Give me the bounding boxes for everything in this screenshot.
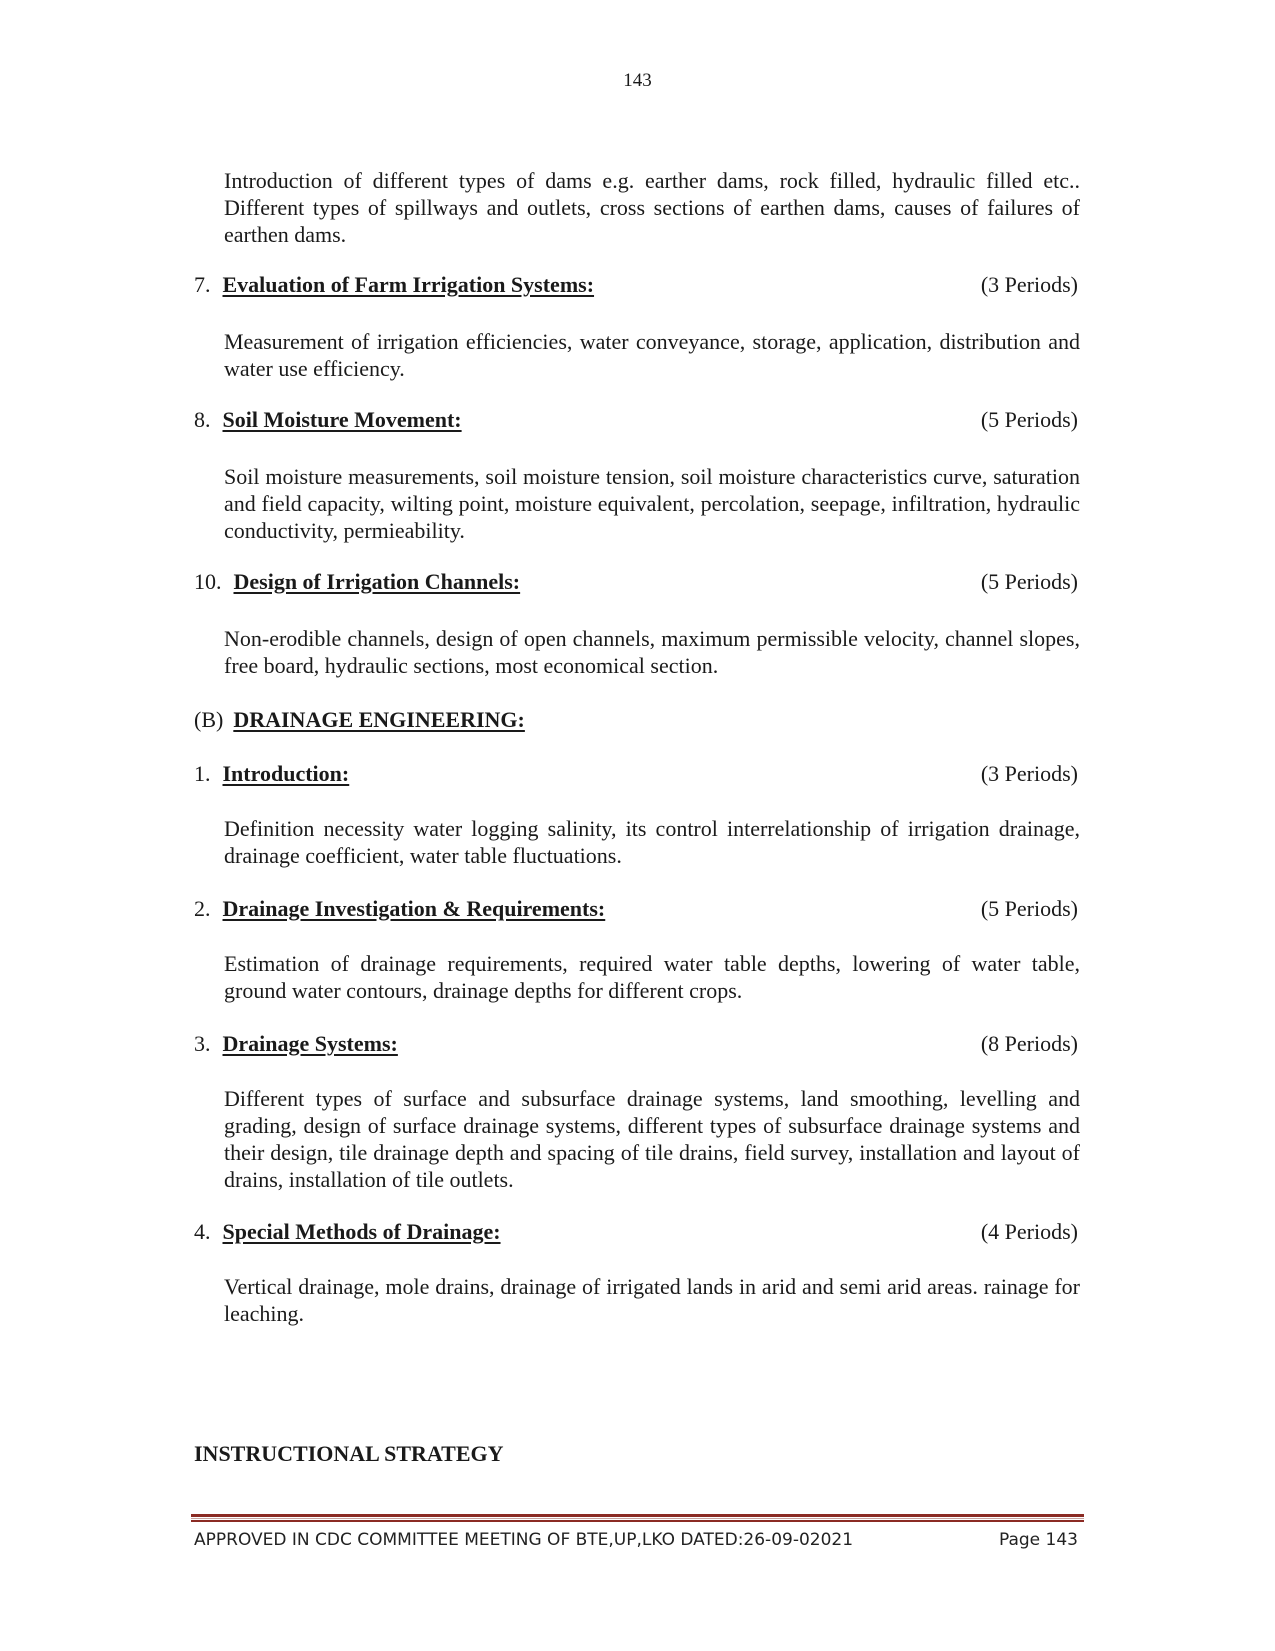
topic-title: Drainage Investigation & Requirements: — [222, 896, 606, 921]
topic-body-b2 — [224, 950, 1080, 1004]
topic-body-b3 — [224, 1085, 1080, 1193]
topic-body-text: Soil moisture measurements, soil moisture tension, soil moisture characteristics curve, saturation and field capacity, wilting point, moisture equivalent, percolation, seepage, infiltration, hydraulic conductivity, permieability. — [224, 464, 1080, 543]
topic-periods: (5 Periods) — [980, 896, 1078, 921]
topic-title: Drainage Systems: — [222, 1031, 398, 1056]
topic-title: Introduction: — [222, 761, 350, 786]
section-label: (B) — [194, 707, 224, 732]
topic-number: 3. — [194, 1031, 211, 1056]
topic-number: 4. — [194, 1219, 211, 1244]
topic-periods: (4 Periods) — [980, 1219, 1078, 1244]
topic-body-8 — [224, 463, 1080, 544]
footer — [194, 1530, 1078, 1550]
topic-heading-b4 — [194, 1218, 1078, 1245]
topic-body-text: Definition necessity water logging salinity, its control interrelationship of irrigation drainage, drainage coefficient, water table fluctuations. — [224, 816, 1080, 868]
topic-title: Special Methods of Drainage: — [222, 1219, 501, 1244]
topic-body-text: Measurement of irrigation efficiencies, water conveyance, storage, application, distribution and water use efficiency. — [224, 329, 1080, 381]
topic-heading-10 — [194, 568, 1078, 595]
topic-periods: (5 Periods) — [980, 569, 1078, 594]
topic-periods: (5 Periods) — [980, 407, 1078, 432]
page-number-top: 143 — [623, 70, 652, 91]
topic-periods: (3 Periods) — [980, 272, 1078, 297]
topic-body-text: Estimation of drainage requirements, required water table depths, lowering of water table, ground water contours, drainage depths for different crops. — [224, 951, 1080, 1003]
topic-heading-b3 — [194, 1030, 1078, 1057]
topic-number: 2. — [194, 896, 211, 921]
section-heading-drainage — [194, 706, 525, 733]
topic-periods: (8 Periods) — [980, 1031, 1078, 1056]
topic-heading-8 — [194, 406, 1078, 433]
topic-body-text: Vertical drainage, mole drains, drainage of irrigated lands in arid and semi arid areas. rainage for leaching. — [224, 1274, 1080, 1326]
topic-title: Design of Irrigation Channels: — [233, 569, 521, 594]
topic-body-10 — [224, 625, 1080, 679]
intro-paragraph-text: Introduction of different types of dams e.g. earther dams, rock filled, hydraulic filled etc.. Different types of spillways and outlets, cross sections of earthen dams, causes of failures of earthen dams. — [224, 168, 1080, 247]
topic-number: 7. — [194, 272, 211, 297]
topic-body-b4 — [224, 1273, 1080, 1327]
topic-title: Evaluation of Farm Irrigation Systems: — [222, 272, 595, 297]
topic-number: 8. — [194, 407, 211, 432]
instructional-strategy-heading: INSTRUCTIONAL STRATEGY — [194, 1441, 504, 1466]
topic-heading-b2 — [194, 895, 1078, 922]
topic-number: 10. — [194, 569, 222, 594]
topic-body-text: Different types of surface and subsurface drainage systems, land smoothing, levelling and grading, design of surface drainage systems, different types of subsurface drainage systems and their design, tile drainage depth and spacing of tile drains, field survey, installation and layout of drains, installation of tile outlets. — [224, 1086, 1080, 1192]
footer-page-label: Page 143 — [998, 1530, 1078, 1550]
topic-body-text: Non-erodible channels, design of open channels, maximum permissible velocity, channel slopes, free board, hydraulic sections, most economical section. — [224, 626, 1080, 678]
topic-number: 1. — [194, 761, 211, 786]
topic-heading-7 — [194, 271, 1078, 298]
topic-body-7 — [224, 328, 1080, 382]
footer-approval-text: APPROVED IN CDC COMMITTEE MEETING OF BTE,UP,LKO DATED:26-09-02021 — [194, 1530, 854, 1550]
footer-rule — [191, 1514, 1084, 1522]
topic-body-b1 — [224, 815, 1080, 869]
topic-heading-b1 — [194, 760, 1078, 787]
section-title: DRAINAGE ENGINEERING: — [233, 707, 525, 732]
intro-paragraph — [224, 167, 1080, 248]
topic-periods: (3 Periods) — [980, 761, 1078, 786]
topic-title: Soil Moisture Movement: — [222, 407, 462, 432]
